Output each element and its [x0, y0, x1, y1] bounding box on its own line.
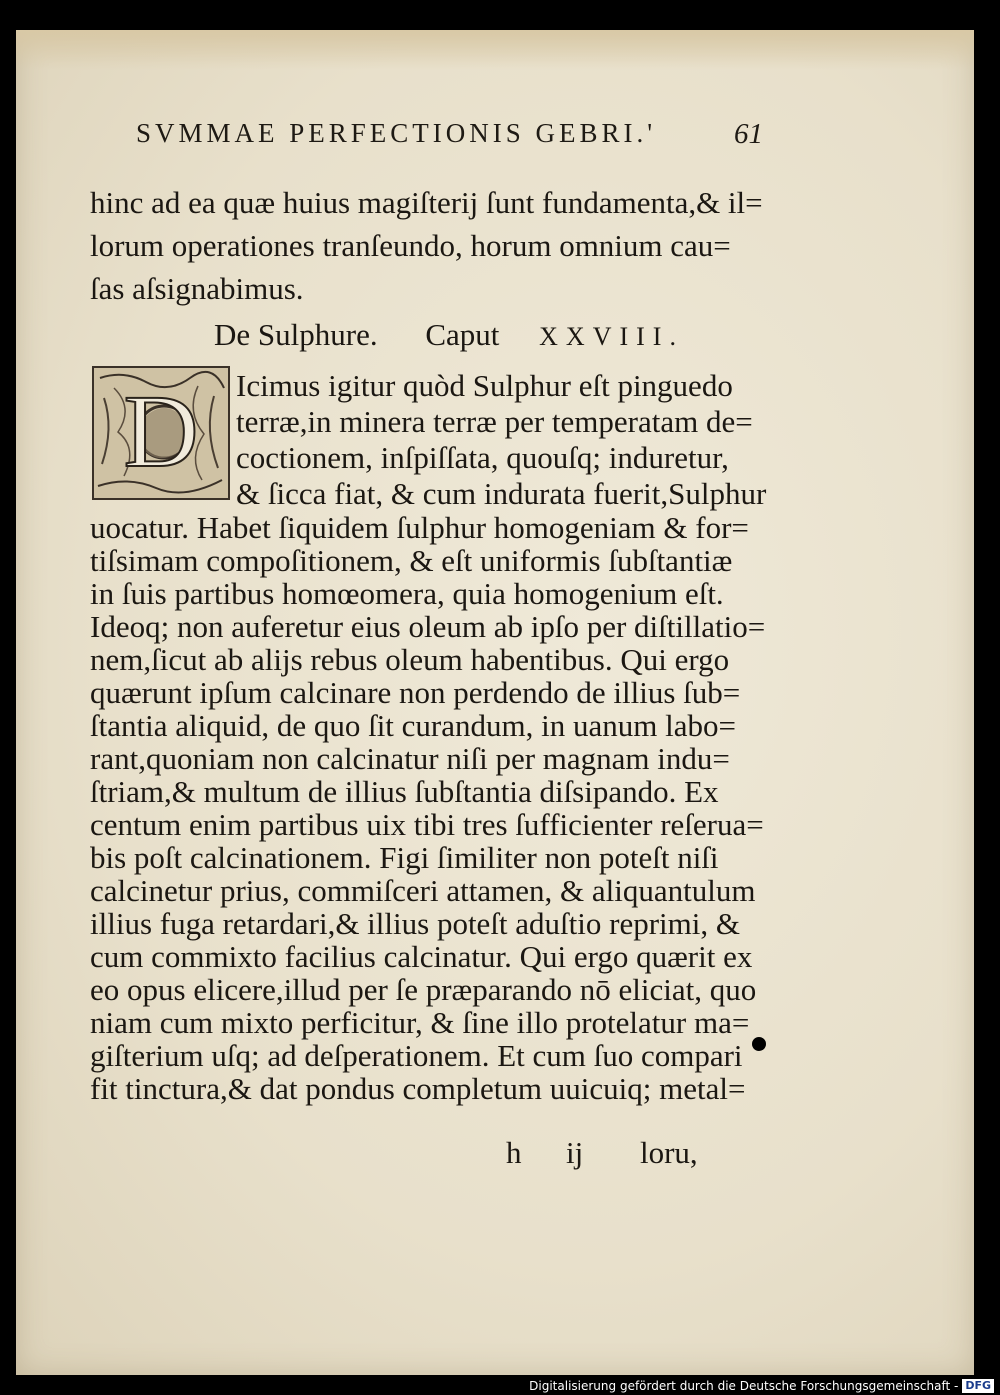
- signature-mark: h: [506, 1135, 522, 1170]
- text-line: nem,ſicut ab alijs rebus oleum habentibus. Qui ergo: [90, 642, 730, 677]
- footer-credit: [529, 1379, 994, 1393]
- text-line: giſterium uſq; ad deſperationem. Et cum ſuo compari: [90, 1038, 743, 1073]
- signature-number: ij: [566, 1135, 584, 1170]
- text-line: ſas aſsignabimus.: [90, 271, 304, 306]
- text-line: rant,quoniam non calcinatur niſi per magnam indu=: [90, 741, 730, 776]
- chapter-number: XXVIII.: [539, 322, 684, 351]
- text-line: in ſuis partibus homœomera, quia homogenium eſt.: [90, 576, 724, 611]
- book-page: [16, 30, 974, 1375]
- text-line: uocatur. Habet ſiquidem ſulphur homogeniam & for=: [90, 510, 749, 545]
- text-line: centum enim partibus uix tibi tres ſufficienter reſerua=: [90, 807, 764, 842]
- text-line: ſtriam,& multum de illius ſubſtantia diſsipando. Ex: [90, 774, 719, 809]
- footer-text: Digitalisierung gefördert durch die Deutsche Forschungsgemeinschaft -: [529, 1379, 959, 1393]
- text-line: hinc ad ea quæ huius magiſterij ſunt fundamenta,& il=: [90, 185, 763, 220]
- page-number: 61: [734, 118, 763, 150]
- text-line: lorum operationes tranſeundo, horum omnium cau=: [90, 228, 731, 263]
- text-line: Icimus igitur quòd Sulphur eſt pinguedo: [236, 368, 733, 403]
- text-line: bis poſt calcinationem. Figi ſimiliter non poteſt niſi: [90, 840, 719, 875]
- text-line: fit tinctura,& dat pondus completum uuicuiq; metal=: [90, 1071, 746, 1106]
- text-line: coctionem, inſpiſſata, quouſq; induretur,: [236, 440, 729, 475]
- text-line: niam cum mixto perficitur, & ſine illo protelatur ma=: [90, 1005, 750, 1040]
- dfg-logo: DFG: [962, 1379, 994, 1393]
- text-line: tiſsimam compoſitionem, & eſt uniformis ſubſtantiæ: [90, 543, 733, 578]
- chapter-caput: Caput: [425, 317, 500, 352]
- decorated-initial: [92, 366, 230, 500]
- chapter-heading: [214, 317, 684, 353]
- text-line: cum commixto facilius calcinatur. Qui ergo quærit ex: [90, 939, 753, 974]
- running-head: SVMMAE PERFECTIONIS GEBRI.': [136, 118, 657, 148]
- margin-dot: [752, 1037, 766, 1051]
- chapter-title: De Sulphure.: [214, 317, 378, 352]
- text-line: ſtantia aliquid, de quo ſit curandum, in uanum labo=: [90, 708, 736, 743]
- text-line: Ideoq; non auferetur eius oleum ab ipſo per diſtillatio=: [90, 609, 766, 644]
- catchword: loru,: [640, 1135, 698, 1170]
- text-line: terræ,in minera terræ per temperatam de=: [236, 404, 753, 439]
- text-line: calcinetur prius, commiſceri attamen, & aliquantulum: [90, 873, 756, 908]
- text-line: eo opus elicere,illud per ſe præparando nō eliciat, quo: [90, 972, 757, 1007]
- text-line: quærunt ipſum calcinare non perdendo de illius ſub=: [90, 675, 741, 710]
- initial-letter: D: [123, 374, 199, 489]
- text-line: illius fuga retardari,& illius poteſt aduſtio reprimi, &: [90, 906, 741, 941]
- text-line: & ſicca fiat, & cum indurata fuerit,Sulphur: [236, 476, 767, 511]
